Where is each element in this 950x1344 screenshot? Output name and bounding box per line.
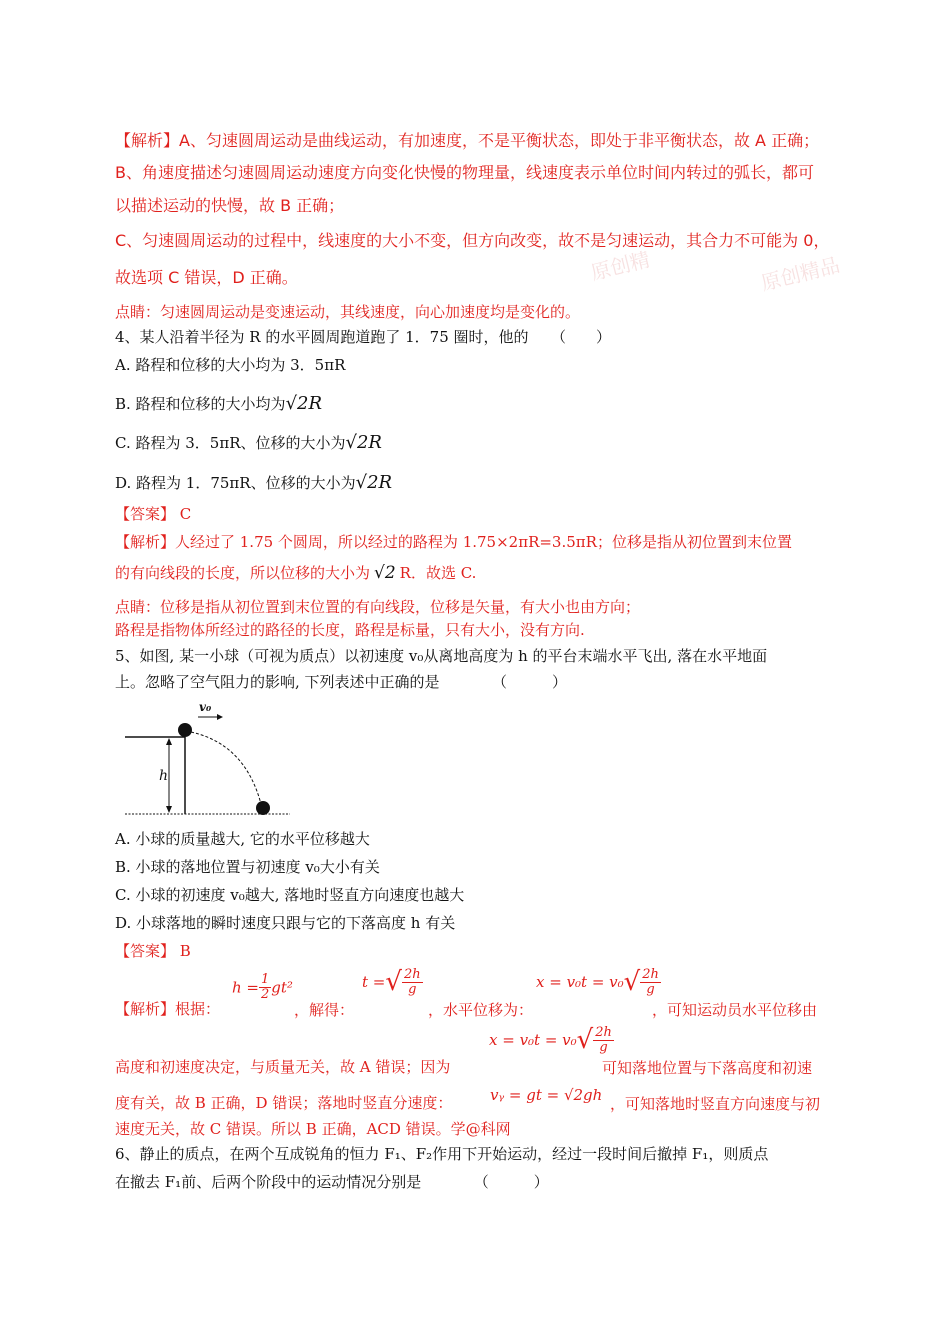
- q6-stem-line1: 6、静止的质点，在两个互成锐角的恒力 F₁、F₂作用下开始运动，经过一段时间后撤掉 F₁，则质点: [115, 1145, 769, 1163]
- q5-answer: 【答案】 B: [115, 942, 191, 960]
- q5-stem-line2: 上。忽略了空气阻力的影响, 下列表述中正确的是 （ ）: [115, 673, 568, 691]
- q4-analysis-line1: 【解析】人经过了 1.75 个圆周，所以经过的路程为 1.75×2πR=3.5πR；位移是指从初位置到末位置: [115, 533, 792, 551]
- velocity-label: v₀: [199, 700, 212, 714]
- q4-stem: 4、某人沿着半径为 R 的水平圆周跑道跑了 1．75 圈时，他的 （ ）: [115, 328, 612, 346]
- q4-option-c-sqrt: √2R: [345, 432, 382, 453]
- height-label: h: [159, 768, 169, 784]
- eq-t: t =√ $\frac{2h}{g}$: [362, 966, 421, 997]
- q4-answer: 【答案】 C: [115, 505, 192, 523]
- analysis3-line2: B、角速度描述匀速圆周运动速度方向变化快慢的物理量，线速度表示单位时间内转过的弧长，都可: [115, 163, 814, 182]
- q5-analysis-line4: 速度无关，故 C 错误。所以 B 正确，ACD 错误。学@科网: [115, 1120, 511, 1138]
- q4-option-b-sqrt: √2R: [285, 393, 323, 414]
- q4-analysis-line2-tail: R．故选 C.: [399, 564, 477, 582]
- q4-option-d-sqrt: √2R: [355, 472, 393, 493]
- q5-tail1: ，可知运动员水平位移由: [652, 1001, 818, 1019]
- q4-note1: 点睛：位移是指从初位置到末位置的有向线段，位移是矢量，有大小也由方向；: [115, 598, 641, 616]
- analysis3-note: 点睛：匀速圆周运动是变速运动，其线速度，向心加速度均是变化的。: [115, 303, 581, 321]
- q5-option-d: D. 小球落地的瞬时速度只跟与它的下落高度 h 有关: [115, 914, 456, 932]
- watermark-right: 原创精品: [758, 252, 843, 296]
- watermark-left: 原创精: [588, 247, 653, 285]
- height-arrow-head-top: [166, 738, 172, 745]
- q5-option-b: B. 小球的落地位置与初速度 v₀大小有关: [115, 858, 380, 876]
- q4-analysis-line2-text: 的有向线段的长度，所以位移的大小为: [115, 564, 371, 582]
- eq-h: h = $\frac{1}{2}$ gt²: [232, 972, 293, 1002]
- q5-analysis-label: 【解析】根据：: [115, 1000, 221, 1018]
- q4-option-c: [115, 433, 382, 453]
- projectile-figure: [115, 696, 295, 821]
- q4-option-b-text: B. 路程和位移的大小均为: [115, 395, 286, 413]
- eq-x2: x = v₀t = v₀√ $\frac{2h}{g}$: [489, 1024, 612, 1055]
- analysis3-line4: C、匀速圆周运动的过程中，线速度的大小不变，但方向改变，故不是匀速运动，其合力不可能为 0，: [115, 231, 830, 250]
- ball-landing: [256, 801, 270, 815]
- q5-stem-line1: 5、如图, 某一小球（可视为质点）以初速度 v₀从离地高度为 h 的平台末端水平飞出, 落在水平地面: [115, 647, 768, 665]
- eq-x: x = v₀t = v₀√ $\frac{2h}{g}$: [536, 966, 659, 997]
- q4-analysis-line2: [115, 563, 476, 583]
- q4-option-b: [115, 394, 322, 414]
- eq-vy: vᵧ = gt = √2gh: [490, 1086, 603, 1104]
- analysis3-line3: 以描述运动的快慢，故 B 正确；: [115, 196, 345, 215]
- q5-analysis-line2: 高度和初速度决定，与质量无关，故 A 错误；因为: [115, 1058, 451, 1076]
- q6-stem-line2: 在撤去 F₁前、后两个阶段中的运动情况分别是 （ ）: [115, 1173, 549, 1191]
- q4-option-d-text: D. 路程为 1．75πR、位移的大小为: [115, 474, 356, 492]
- analysis3-line1: 【解析】A、匀速圆周运动是曲线运动，有加速度，不是平衡状态，即处于非平衡状态，故 A 正确；: [115, 131, 820, 150]
- q5-option-c: C. 小球的初速度 v₀越大, 落地时竖直方向速度也越大: [115, 886, 465, 904]
- q5-analysis-line3: 度有关，故 B 正确，D 错误；落地时竖直分速度：: [115, 1094, 453, 1112]
- trajectory: [191, 732, 261, 804]
- q4-option-c-text: C. 路程为 3．5πR、位移的大小为: [115, 434, 346, 452]
- q5-horizontal: ，水平位移为：: [428, 1001, 534, 1019]
- q4-option-d: [115, 473, 392, 493]
- analysis3-line5: 故选项 C 错误，D 正确。: [115, 268, 298, 287]
- q4-analysis-sqrt: √2: [374, 563, 396, 583]
- height-arrow-head-bottom: [166, 806, 172, 813]
- q4-option-a: A. 路程和位移的大小均为 3．5πR: [115, 356, 346, 374]
- q5-solve: ，解得：: [294, 1001, 355, 1019]
- q5-analysis-line3-tail: ，可知落地时竖直方向速度与初: [610, 1095, 821, 1113]
- velocity-arrow-head: [217, 714, 223, 720]
- q4-note2: 路程是指物体所经过的路径的长度，路程是标量，只有大小，没有方向.: [115, 621, 585, 639]
- q5-analysis-line2-tail: 可知落地位置与下落高度和初速: [602, 1059, 813, 1077]
- ball-start: [178, 723, 192, 737]
- q5-option-a: A. 小球的质量越大, 它的水平位移越大: [115, 830, 370, 848]
